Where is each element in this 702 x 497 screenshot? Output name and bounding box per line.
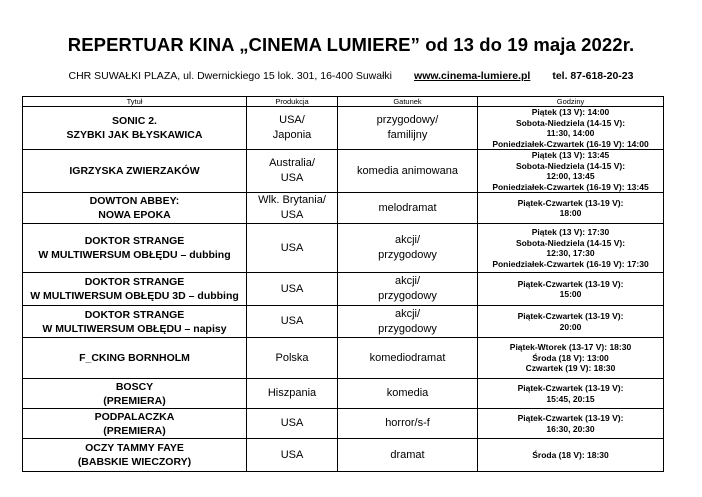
movie-production-line: USA <box>280 282 304 295</box>
table-header-row <box>23 97 664 107</box>
movie-hours <box>478 193 664 224</box>
movie-hours <box>478 338 664 379</box>
movie-genre <box>338 338 478 379</box>
movie-hours-line: Piątek-Wtorek (13-17 V): 18:30 <box>509 342 632 353</box>
movie-genre-line: dramat <box>390 448 425 461</box>
movie-hours-line: Piątek (13 V): 14:00 <box>531 107 610 117</box>
movie-hours-line: Sobota-Niedziela (14-15 V): <box>515 117 626 128</box>
movie-title-line: IGRZYSKA ZWIERZAKÓW <box>69 165 200 177</box>
movie-hours <box>478 224 664 273</box>
table-row <box>23 379 664 409</box>
movie-hours-line: Piątek-Czwartek (13-19 V): <box>517 413 624 423</box>
movie-production-line: Japonia <box>272 129 312 141</box>
movie-title <box>23 273 247 306</box>
movie-production-line: USA <box>280 448 304 461</box>
movie-hours-line: Piątek-Czwartek (13-19 V): <box>517 311 624 321</box>
movie-hours <box>478 150 664 193</box>
table-row <box>23 150 664 193</box>
movie-production-line: Polska <box>275 351 309 364</box>
movie-title-line: (PREMIERA) <box>103 424 166 437</box>
table-row <box>23 193 664 224</box>
schedule-rows <box>23 107 664 472</box>
movie-hours-line: 15:00 <box>559 289 582 299</box>
movie-title-line: DOKTOR STRANGE <box>84 276 185 288</box>
movie-hours-line: Piątek (13 V): 13:45 <box>531 150 610 160</box>
movie-hours <box>478 306 664 338</box>
movie-genre <box>338 409 478 439</box>
movie-hours-line: Środa (18 V): 18:30 <box>532 449 609 460</box>
movie-title-line: SONIC 2. <box>112 115 157 127</box>
movie-title-line: DOKTOR STRANGE <box>84 308 185 321</box>
movie-genre-line: przygodowy <box>378 322 437 335</box>
movie-genre <box>338 439 478 472</box>
movie-title <box>23 193 247 224</box>
movie-production-line: USA <box>280 172 304 184</box>
movie-hours-line: 20:00 <box>559 321 582 332</box>
movie-genre-line: melodramat <box>378 201 437 214</box>
movie-hours-line: Środa (18 V): 13:00 <box>532 352 609 363</box>
movie-hours-line: 12:00, 13:45 <box>546 171 595 181</box>
movie-production <box>247 306 338 338</box>
movie-production-line: USA/ <box>279 114 305 126</box>
table-row <box>23 306 664 338</box>
movie-genre-line: akcji/ <box>394 307 421 320</box>
movie-genre <box>338 193 478 224</box>
movie-title-line: F_CKING BORNHOLM <box>79 352 190 364</box>
movie-title <box>23 338 247 379</box>
movie-production <box>247 409 338 439</box>
table-row <box>23 224 664 273</box>
movie-title-line: SZYBKI JAK BŁYSKAWICA <box>66 129 203 141</box>
movie-production-line: USA <box>280 209 304 221</box>
movie-hours-line: 11:30, 14:00 <box>546 128 595 138</box>
movie-genre-line: horror/s-f <box>385 417 430 429</box>
movie-hours-line: Poniedziałek-Czwartek (16-19 V): 14:00 <box>492 138 649 149</box>
movie-title-line: W MULTIWERSUM OBŁĘDU – dubbing <box>38 249 231 261</box>
table-row <box>23 338 664 379</box>
movie-production <box>247 273 338 306</box>
movie-hours-line: 16:30, 20:30 <box>546 423 595 434</box>
movie-genre <box>338 273 478 306</box>
movie-title-line: PODPALACZKA <box>94 410 175 423</box>
movie-production-line: Wlk. Brytania/ <box>258 194 326 206</box>
column-header-title: Tytuł <box>23 97 247 107</box>
movie-hours <box>478 379 664 409</box>
column-header-hours: Godziny <box>478 97 664 107</box>
movie-title-line: BOSCY <box>115 380 154 393</box>
movie-hours-line: Czwartek (19 V): 18:30 <box>525 363 616 374</box>
movie-production <box>247 150 338 193</box>
movie-hours-line: Sobota-Niedziela (14-15 V): <box>515 160 626 171</box>
movie-genre-line: familijny <box>387 129 428 141</box>
movie-genre-line: komedia animowana <box>357 164 458 177</box>
movie-genre <box>338 150 478 193</box>
movie-hours <box>478 273 664 306</box>
movie-title <box>23 379 247 409</box>
movie-hours-line: Piątek-Czwartek (13-19 V): <box>517 383 624 393</box>
movie-genre <box>338 379 478 409</box>
movie-genre-line: akcji/ <box>394 234 421 246</box>
movie-title <box>23 224 247 273</box>
movie-production <box>247 379 338 409</box>
movie-hours <box>478 107 664 150</box>
movie-hours-line: Sobota-Niedziela (14-15 V): <box>515 237 626 248</box>
movie-genre-line: przygodowy <box>378 249 437 261</box>
movie-title-line: (PREMIERA) <box>103 394 166 407</box>
movie-genre <box>338 224 478 273</box>
movie-production <box>247 338 338 379</box>
movie-title-line: NOWA EPOKA <box>98 209 171 221</box>
movie-title-line: W MULTIWERSUM OBŁĘDU 3D – dubbing <box>30 290 239 302</box>
movie-hours-line: 12:30, 17:30 <box>546 248 595 258</box>
movie-genre-line: przygodowy <box>378 290 437 302</box>
movie-title-line: W MULTIWERSUM OBŁĘDU – napisy <box>42 322 227 335</box>
movie-title <box>23 107 247 150</box>
movie-genre <box>338 306 478 338</box>
movie-production-line: USA <box>280 241 304 254</box>
website-link[interactable]: www.cinema-lumiere.pl <box>414 70 531 82</box>
movie-hours-line: Piątek-Czwartek (13-19 V): <box>517 278 624 289</box>
movie-title-line: DOKTOR STRANGE <box>84 235 185 247</box>
movie-production-line: USA <box>280 315 304 327</box>
movie-production <box>247 439 338 472</box>
movie-title-line: OCZY TAMMY FAYE <box>85 442 184 454</box>
movie-production <box>247 107 338 150</box>
schedule-table <box>22 96 664 472</box>
movie-genre-line: komediodramat <box>369 351 446 364</box>
movie-title <box>23 409 247 439</box>
table-row <box>23 107 664 150</box>
page-title: REPERTUAR KINA „CINEMA LUMIERE” od 13 do 19 maja 2022r. <box>67 34 635 55</box>
movie-title <box>23 439 247 472</box>
movie-production-line: USA <box>280 417 304 429</box>
phone-number: tel. 87-618-20-23 <box>552 70 634 82</box>
movie-title-line: DOWTON ABBEY: <box>89 195 180 207</box>
movie-genre-line: przygodowy/ <box>376 114 439 126</box>
movie-title <box>23 306 247 338</box>
movie-genre <box>338 107 478 150</box>
movie-production <box>247 193 338 224</box>
movie-genre-line: komedia <box>386 387 429 399</box>
movie-hours-line: Poniedziałek-Czwartek (16-19 V): 17:30 <box>492 258 649 269</box>
movie-genre-line: akcji/ <box>394 275 421 287</box>
movie-hours-line: Piątek (13 V): 17:30 <box>531 227 610 237</box>
movie-production-line: Hiszpania <box>267 387 317 399</box>
table-row <box>23 439 664 472</box>
movie-hours-line: 15:45, 20:15 <box>546 393 595 404</box>
movie-hours <box>478 409 664 439</box>
movie-hours-line: Poniedziałek-Czwartek (16-19 V): 13:45 <box>492 181 649 192</box>
column-header-production: Produkcja <box>247 97 338 107</box>
cinema-info-line <box>0 70 702 82</box>
movie-hours-line: Piątek-Czwartek (13-19 V): <box>517 197 624 208</box>
movie-hours <box>478 439 664 472</box>
movie-production <box>247 224 338 273</box>
movie-production-line: Australia/ <box>269 157 315 169</box>
table-row <box>23 409 664 439</box>
movie-hours-line: 18:00 <box>559 208 582 218</box>
cinema-address: CHR SUWAŁKI PLAZA, ul. Dwernickiego 15 lok. 301, 16-400 Suwałki <box>68 70 393 82</box>
table-row <box>23 273 664 306</box>
movie-title <box>23 150 247 193</box>
column-header-genre: Gatunek <box>338 97 478 107</box>
movie-title-line: (BABSKIE WIECZORY) <box>77 456 192 468</box>
